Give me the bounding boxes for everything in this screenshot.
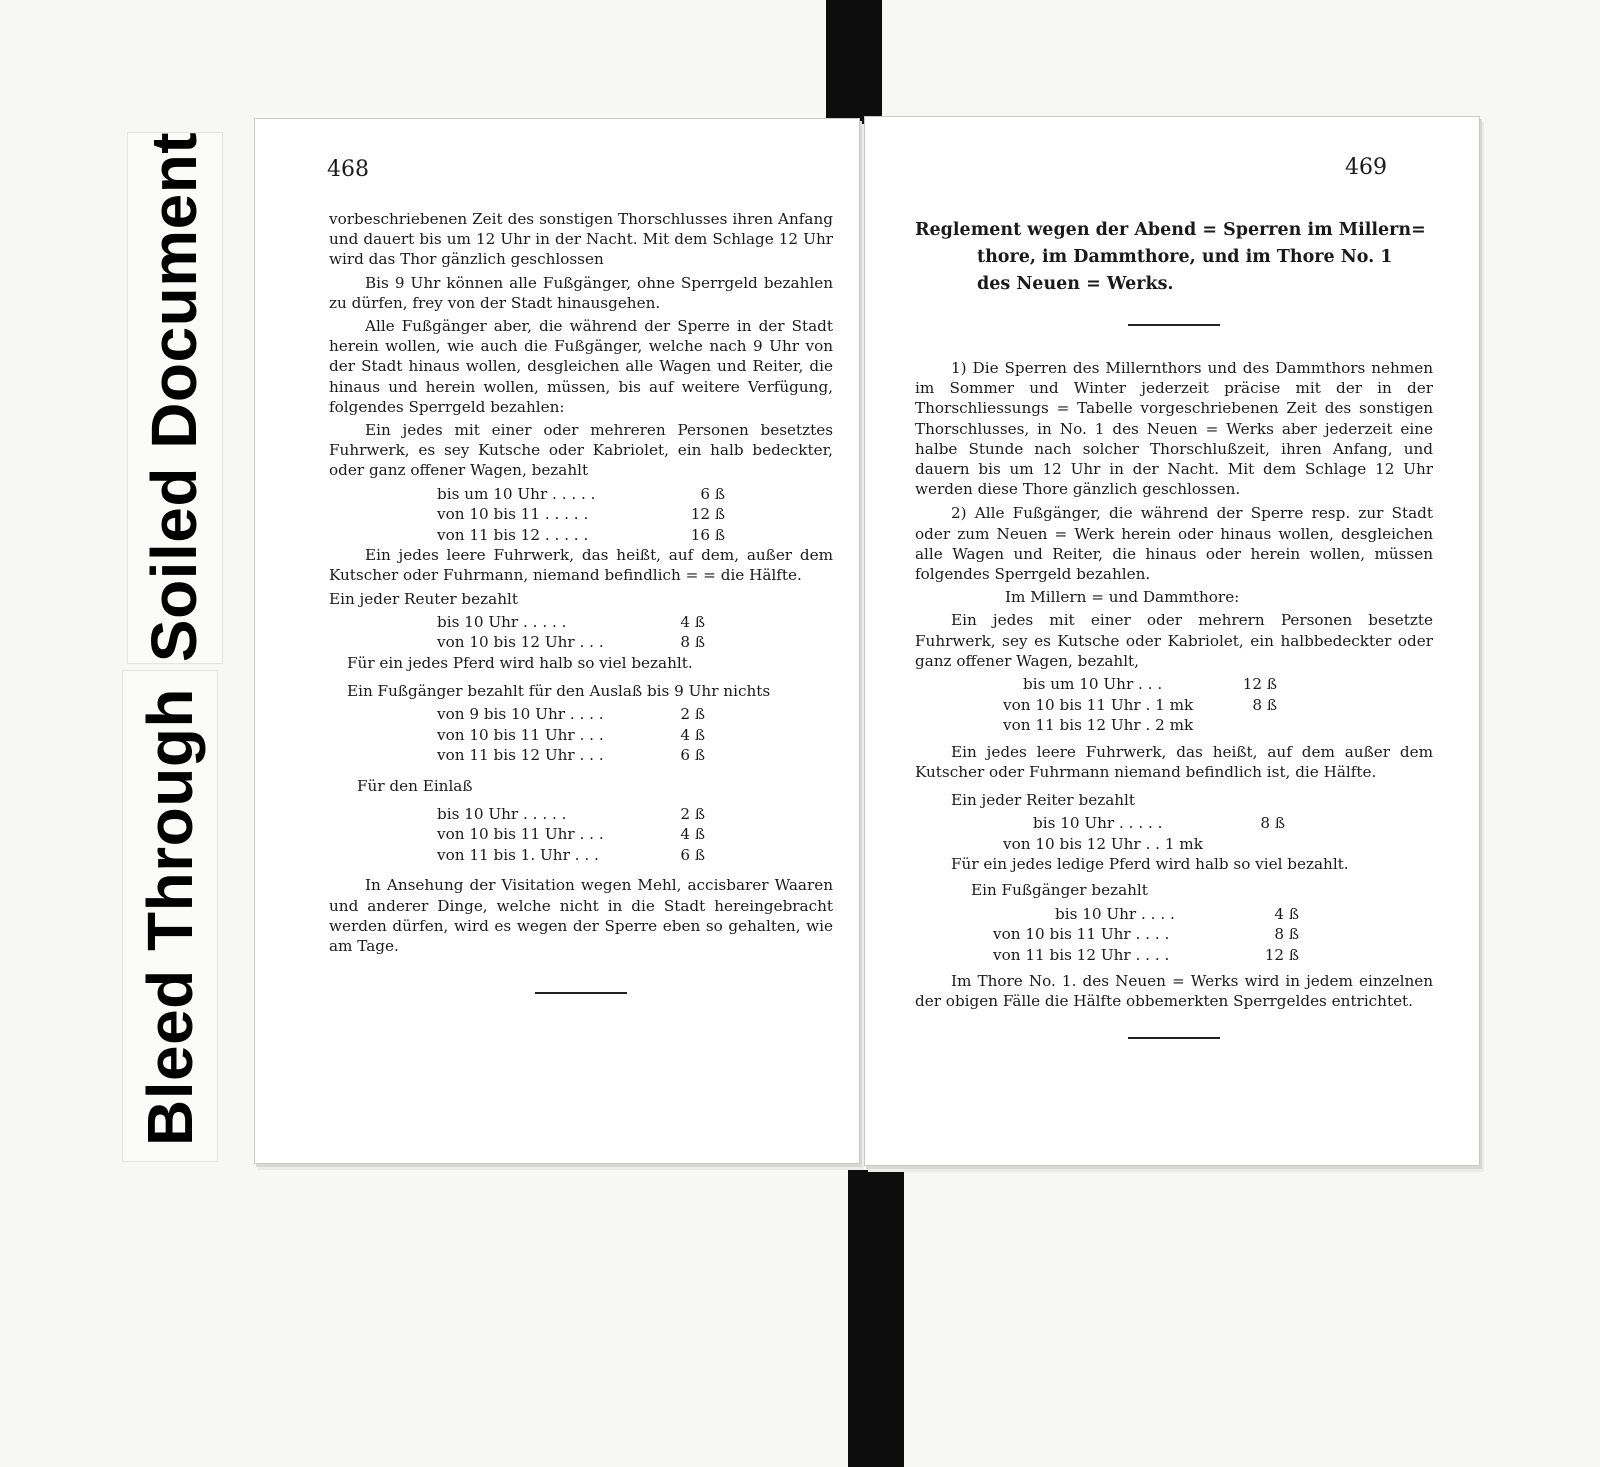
bleed-through-label: Bleed Through [134, 687, 206, 1147]
rate-label: von 10 bis 12 Uhr . . . [437, 633, 604, 652]
rate-label: von 10 bis 11 . . . . . [437, 505, 589, 524]
paragraph: 2) Alle Fußgänger, die während der Sperre resp. zur Stadt oder zum Neuen = Werk herein oder hinaus wollen, desgleichen alle Wagen und Reiter, die hinaus oder herein wollen, müssen folgendes Sperrgeld bezahlen. [915, 504, 1433, 584]
rate-table [915, 674, 1433, 736]
rate-label: von 9 bis 10 Uhr . . . . [437, 705, 604, 724]
top-binding-strip [826, 0, 882, 128]
paragraph: Ein jeder Reiter bezahlt [951, 790, 1136, 809]
rate-row [915, 924, 1433, 945]
paragraph: Ein jedes mit einer oder mehreren Personen besetztes Fuhrwerk, es sey Kutsche oder Kabriolet, ein halb bedeckter, oder ganz offener Wagen, bezahlt [329, 421, 833, 480]
rate-row [329, 824, 833, 845]
rate-label: von 10 bis 11 Uhr . 1 mk [1003, 695, 1194, 714]
soiled-document-label: Soiled Document [138, 131, 210, 663]
rate-row [915, 674, 1433, 695]
rate-value: 4 ß [680, 725, 705, 744]
rate-row [329, 632, 833, 653]
rate-row [915, 813, 1433, 834]
rate-label: von 10 bis 11 Uhr . . . [437, 825, 604, 844]
paragraph: Ein Fußgänger bezahlt für den Auslaß bis 9 Uhr nichts [347, 681, 771, 700]
rate-row [329, 745, 833, 766]
paragraph: 1) Die Sperren des Millernthors und des Dammthors nehmen im Sommer und Winter jederzeit präcise mit der in der Thorschliessungs = Tabelle vorgeschriebenen Zeit des sonstigen Thorschlusses, in No. 1 des Neuen = Werks aber jederzeit eine halbe Stunde nach solcher Thorschlußzeit, ihren Anfang, und dauern bis um 12 Uhr in der Nacht. Mit dem Schlage 12 Uhr werden diese Thore gänzlich geschlossen. [915, 359, 1433, 499]
rate-value: 12 ß [1264, 945, 1299, 964]
rate-label: von 10 bis 12 Uhr . . 1 mk [1003, 834, 1203, 853]
paragraph: Für den Einlaß [357, 776, 473, 795]
rate-label: von 10 bis 11 Uhr . . . [437, 725, 604, 744]
reglement-title-line: thore, im Dammthore, und im Thore No. 1 [977, 247, 1393, 267]
rate-row [329, 612, 833, 633]
rate-label: bis 10 Uhr . . . . . [437, 612, 567, 631]
rate-row [915, 834, 1433, 855]
reglement-title-line: des Neuen = Werks. [977, 274, 1174, 294]
paragraph: vorbeschriebenen Zeit des sonstigen Thorschlusses ihren Anfang und dauert bis um 12 Uhr in der Nacht. Mit dem Schlage 12 Uhr wird das Thor gänzlich geschlossen [329, 210, 833, 269]
bottom-binding-strip [848, 1170, 904, 1467]
section-divider [1128, 1037, 1220, 1039]
paragraph: Für ein jedes ledige Pferd wird halb so viel bezahlt. [951, 855, 1349, 874]
rate-label: von 11 bis 12 Uhr . . . . [993, 945, 1170, 964]
rate-value: 4 ß [1274, 904, 1299, 923]
rate-value: 6 ß [700, 484, 725, 503]
rate-row [329, 804, 833, 825]
rate-value: 12 ß [1242, 675, 1277, 694]
rate-table [915, 904, 1433, 966]
rate-row [329, 484, 833, 505]
paragraph: Alle Fußgänger aber, die während der Sperre in der Stadt herein wollen, wie auch die Fußgänger, welche nach 9 Uhr von der Stadt hinaus wollen, desgleichen alle Wagen und Reiter, die hinaus und herein wollen, müssen, bis auf weitere Verfügung, folgendes Sperrgeld bezahlen: [329, 317, 833, 416]
paragraph: Bis 9 Uhr können alle Fußgänger, ohne Sperrgeld bezahlen zu dürfen, frey von der Stadt hinausgehen. [329, 273, 833, 312]
section-divider [1128, 324, 1220, 326]
rate-row [915, 715, 1433, 736]
paragraph: Ein Fußgänger bezahlt [971, 881, 1148, 900]
section-divider [535, 992, 627, 994]
rate-label: von 11 bis 12 . . . . . [437, 525, 589, 544]
rate-value: 6 ß [680, 746, 705, 765]
rate-table [915, 813, 1433, 854]
paragraph: Im Millern = und Dammthore: [1005, 588, 1240, 607]
rate-label: von 11 bis 12 Uhr . . . [437, 746, 604, 765]
rate-row [329, 525, 833, 546]
reglement-title-line: Reglement wegen der Abend = Sperren im Millern= [915, 220, 1426, 240]
rate-value: 2 ß [680, 705, 705, 724]
rate-row [329, 845, 833, 866]
rate-label: von 11 bis 12 Uhr . 2 mk [1003, 716, 1194, 735]
rate-value: 16 ß [690, 525, 725, 544]
rate-label: von 10 bis 11 Uhr . . . . [993, 925, 1170, 944]
rate-value: 8 ß [1252, 695, 1277, 714]
paragraph: Im Thore No. 1. des Neuen = Werks wird in jedem einzelnen der obigen Fälle die Hälfte obbemerkten Sperrgeldes entrichtet. [915, 972, 1433, 1011]
rate-row [329, 725, 833, 746]
rate-label: bis 10 Uhr . . . . . [1033, 814, 1163, 833]
rate-label: bis um 10 Uhr . . . . . [437, 484, 596, 503]
rate-row [329, 704, 833, 725]
rate-value: 6 ß [680, 845, 705, 864]
rate-label: bis 10 Uhr . . . . . [437, 804, 567, 823]
rate-value: 8 ß [1274, 925, 1299, 944]
rate-value: 8 ß [1260, 814, 1285, 833]
rate-table [329, 612, 833, 653]
left-page [254, 118, 860, 1164]
paragraph: Ein jeder Reuter bezahlt [329, 589, 518, 608]
paragraph: Für ein jedes Pferd wird halb so viel bezahlt. [347, 653, 693, 672]
rate-value: 8 ß [680, 633, 705, 652]
page-number: 468 [327, 157, 369, 182]
right-page [864, 116, 1480, 1166]
left-page-body [329, 209, 833, 1026]
rate-table [329, 484, 833, 546]
rate-row [915, 945, 1433, 966]
rate-row [915, 904, 1433, 925]
rate-value: 12 ß [690, 505, 725, 524]
rate-row [915, 695, 1433, 716]
page-number: 469 [1345, 155, 1387, 180]
paragraph: Ein jedes leere Fuhrwerk, das heißt, auf dem, außer dem Kutscher oder Fuhrmann, niemand befindlich = = die Hälfte. [329, 546, 833, 585]
rate-table [329, 804, 833, 866]
rate-row [329, 504, 833, 525]
rate-label: bis 10 Uhr . . . . [1055, 904, 1175, 923]
rate-label: bis um 10 Uhr . . . [1023, 675, 1163, 694]
rate-value: 2 ß [680, 804, 705, 823]
paragraph: In Ansehung der Visitation wegen Mehl, accisbarer Waaren und anderer Dinge, welche nicht in die Stadt hereingebracht werden dürfen, wird es wegen der Sperre eben so gehalten, wie am Tage. [329, 876, 833, 955]
rate-label: von 11 bis 1. Uhr . . . [437, 845, 599, 864]
right-page-body [915, 217, 1433, 1071]
rate-table [329, 704, 833, 766]
paragraph: Ein jedes leere Fuhrwerk, das heißt, auf dem außer dem Kutscher oder Fuhrmann niemand befindlich ist, die Hälfte. [915, 742, 1433, 781]
rate-value: 4 ß [680, 825, 705, 844]
paragraph: Ein jedes mit einer oder mehrern Personen besetzte Fuhrwerk, sey es Kutsche oder Kabriolet, ein halbbedeckter oder ganz offener Wagen, bezahlt, [915, 611, 1433, 670]
rate-value: 4 ß [680, 612, 705, 631]
